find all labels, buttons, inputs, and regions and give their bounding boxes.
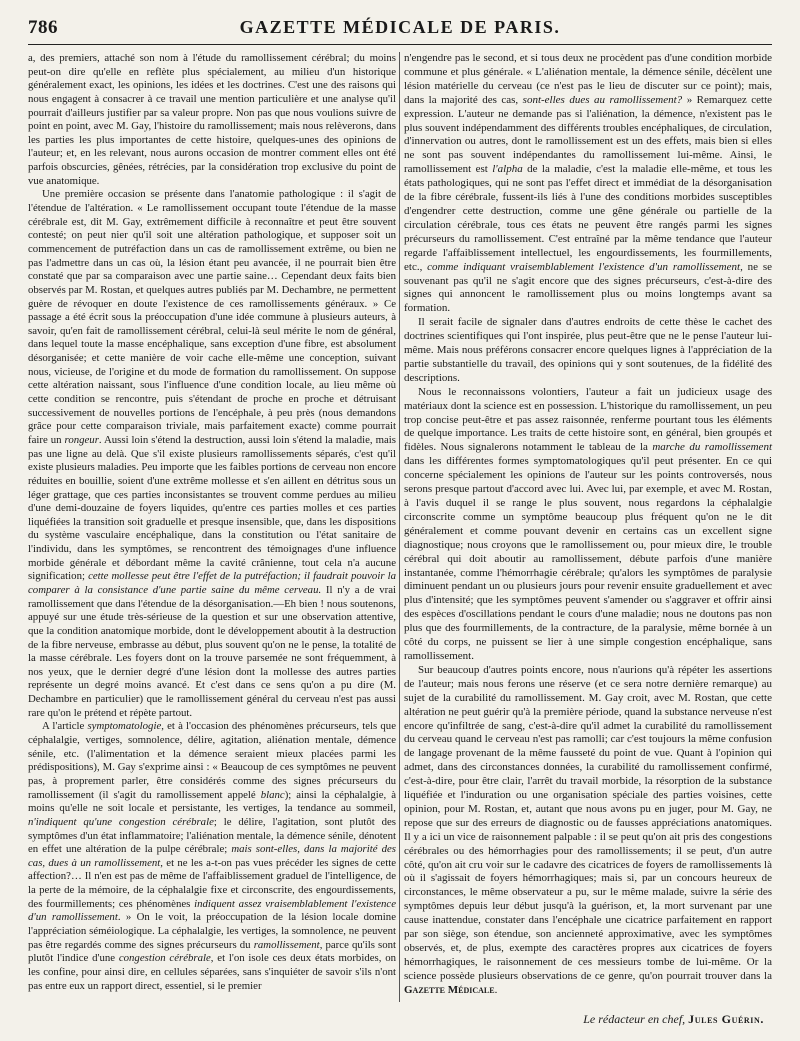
page-number: 786 (28, 17, 58, 38)
paragraph: a, des premiers, attaché son nom à l'étude du ramollissement cérébral; du moins peut-on dire qu'elle en reflète plus spécialement, au milieu d'un historique généralement exact, les opinions, les idées et les doctrines. C'est une des raisons qui nous engagent à consacrer à ce travail une mention particulière et une analyse qu'il pourrait d'ailleurs justifier par sa valeur propre. Non pas que nous voulions suivre de point en point, avec M. Gay, l'histoire du ramollissement; mais nous relèverons, dans les parties les plus importantes de cette histoire, quelques-unes des opinions de l'auteur; et, en les relevant, nous aurons occasion de montrer comment elles ont été parfois obscurcies, gênées, rétrécies, par la considération trop exclusive du point de vue anatomique. (28, 52, 396, 187)
paragraph: n'engendre pas le second, et si tous deux ne procèdent pas d'une condition morbide commune et plus générale. « L'aliénation mentale, la démence sénile, décèlent une lésion matérielle du cerveau (ce n'est pas le lieu de discuter sur ce point); mais, dans la majorité des cas, sont-elles dues au ramollissement? » Remarquez cette expression. L'auteur ne demande pas si l'aliénation, la démence, n'existent pas le plus souvent indépendamment des différents troubles encéphaliques, de circulation, d'innervation ou autres, dont le ramollissement est un des effets, mais bien si elles ne sont pas souvent indépendantes du ramollissement lui-même. Ainsi, le ramollissement est l'alpha de la maladie, c'est la maladie elle-même, et tous les états pathologiques, qui ne sont pas l'effet direct et immédiat de la désorganisation de la fibre cérébrale, fussent-ils liés à l'une des conditions morbides susceptibles d'engendrer cette destruction, comme une gêne générale ou partielle de la circulation cérébrale, tous ces états ne peuvent être rangés parmi les signes précurseurs du ramollissement. C'est entraîné par la même tendance que l'auteur regarde l'affaiblissement intellectuel, les engourdissements, les fourmillements, etc., comme indiquant vraisemblablement l'existence d'un ramollissement, ne se souvenant pas qu'il ne s'agit encore que des signes précurseurs, c'est-à-dire des signes qui annoncent le ramollissement plus ou moins longtemps avant sa formation. (404, 52, 773, 315)
page-header (28, 14, 772, 45)
right-column (404, 52, 772, 998)
paragraph: Nous le reconnaissons volontiers, l'auteur a fait un judicieux usage des matériaux dont la science est en possession. L'historique du ramollissement, un peu trop concise peut-être et pas assez raisonnée, renferme pourtant tous les éléments de quelque importance. Les traits de cette histoire sont, en général, bien groupés et fidèles. Nous signalerons notamment le tableau de la marche du ramollissement dans les différentes formes symptomatologiques qu'il peut présenter. En ce qui concerne spécialement les opinions de l'auteur sur les points controversés, nous serons presque partout d'accord avec lui. Avec lui, par exemple, et avec M. Rostan, à l'avis duquel il se range le plus souvent, nous regardons la céphalalgie circonscrite comme un symptôme beaucoup plus fréquent qu'on ne le dit généralement et comme pouvant devenir en certains cas un excellent signe diagnostique; nous croyons que le ramollissement ou, pour mieux dire, le trouble cérébral qui doit aboutir au ramollissement, débute parfois d'une manière instantanée, comme l'hémorrhagie cérébrale; qu'alors les symptômes de paralysie diminuent pendant un ou plusieurs jours pour revenir ensuite graduellement et avec plus d'intensité; que les symptômes peuvent s'amender ou s'aggraver et offrir ainsi des espèces d'oscillations pendant le cours d'une maladie; nous ne doutons pas non plus que des fourmillements, de la contracture, de la paralysie, même bornée à un côté du corps, ne puissent se lier à une simple congestion encéphalique, sans ramollissement. (404, 385, 773, 662)
paragraph: A l'article symptomatologie, et à l'occasion des phénomènes précurseurs, tels que céphalalgie, vertiges, somnolence, délire, agitation, aliénation mentale, démence sénile, etc. (l'alimentation et la démence seraient mieux placées parmi les prédispositions), M. Gay s'exprime ainsi : « Beaucoup de ces symptômes ne peuvent pas, à proprement parler, être considérés comme des signes précurseurs du ramollissement (il s'agit du ramollissement appelé blanc); ainsi la céphalalgie, à moins qu'elle ne soit locale et persistante, les vertiges, la tendance au sommeil, n'indiquent qu'une congestion cérébrale; le délire, l'agitation, sont plutôt des symptômes d'un état inflammatoire; l'aliénation mentale, la démence sénile, dénotent en effet une altération de la pulpe cérébrale; mais sont-elles, dans la majorité des cas, dues à un ramollissement, et ne les a-t-on pas vues précéder les signes de cette affection?… Il n'en est pas de même de l'affaiblissement graduel de l'intelligence, de la perte de la mémoire, de la céphalalgie fixe et circonscrite, des engourdissements, des fourmillements; ces phénomènes indiquent assez vraisemblablement l'existence d'un ramollissement. » On le voit, la préoccupation de la lésion locale domine l'appréciation séméiologique. La céphalalgie, les vertiges, la somnolence, ne peuvent pas être regardés comme des signes précurseurs du ramollissement, parce qu'ils sont plutôt l'indice d'une congestion cérébrale, et l'on isole ces deux états morbides, on les confine, pour ainsi dire, en cellules séparées, sans s'inquiéter de savoir s'ils n'ont pas entre eux un rapport direct, essentiel, si le premier (28, 720, 397, 992)
paragraph: Une première occasion se présente dans l'anatomie pathologique : il s'agit de l'étendue de l'altération. « Le ramollissement occupant toute l'étendue de la masse cérébrale est, dit M. Gay, extrêmement difficile à reconnaître et peut être souvent contesté; on peut nier qu'il soit une altération pathologique, et supposer soit un commencement de putréfaction dans un cas de ramollissement extrême, ou bien ne pas l'admettre dans un cas où, la lésion étant peu avancée, il ne pourrait bien être constaté que par sa comparaison avec une partie saine… Cependant deux faits bien observés par M. Rostan, et quelques autres publiés par M. Dechambre, ne permettent guère de révoquer en doute l'existence de ces ramollissements généraux. » Ce passage a été écrit sous la préoccupation d'une idée commune à plusieurs auteurs, à savoir, qu'en fait de ramollissement cérébral, celui-là seul mérite le nom de général, dans lequel toute la masse encéphalique, sans exception d'une fibre, est absolument désorganisée; et cette manière de voir cache elle-même une conception, suivant nous, vicieuse, de l'origine et du mode de formation du ramollissement. On suppose cette altération naissant, sous l'influence d'une condition locale, au lieu même où cette condition se rencontre, puis s'étendant de proche en proche et détruisant successivement de nouvelles portions de l'encéphale, à peu près (nous demandons grâce pour cette comparaison triviale, mais parfaitement exacte) comme pourrait faire un rongeur. Aussi loin s'étend la destruction, aussi loin s'étend la maladie, mais pas une ligne au delà. Que s'il existe plusieurs ramollissements séparés, c'est qu'il existe plusieurs maladies. Peu importe que les faibles portions de cerveau non encore réduites en bouillie, soient d'une extrême mollesse et s'en aillent en détritus sous un léger grattage, que ces parties inconsistantes se trouvent comme perdues au milieu d'une demi-douzaine de foyers liquides, qu'entre ces parties molles et ces parties liquéfiées la transition soit graduelle et presque insensible, que, dans les dispositions du système vasculaire encéphalique, dans la constitution ou l'état sanitaire de l'individu, dans les symptômes, se rencontrent des témoignages d'une influence morbide générale et débordant même la cavité crânienne, tout cela n'a aucune signification; cette mollesse peut être l'effet de la putréfaction; il faudrait pouvoir la comparer à la consistance d'une partie saine du même cerveau. Il n'y a de vrai ramollissement que dans l'étendue de la désorganisation.—Eh bien ! nous soutenons, appuyé sur une étude très-sérieuse de la question et sur une observation attentive, que la condition anatomique morbide, dont le développement aboutit à la destruction de la fibre nerveuse, embrasse au début, plus souvent qu'on ne le pense, la totalité de la masse cérébrale. Les foyers dont on la trouve parsemée ne sont fréquemment, à nos yeux, que le dernier degré d'une lésion dont la mollesse des autres parties représente un degré moins avancé. Et c'est dans ce sens qu'on a pu dire (M. Dechambre en particulier) que le ramollissement général du cerveau n'est pas aussi rare qu'on le prétend et répète partout. (28, 188, 397, 719)
journal-title: GAZETTE MÉDICALE DE PARIS. (239, 17, 561, 37)
left-column (28, 52, 396, 993)
editor-name: Jules Guérin. (688, 1012, 764, 1026)
editor-signature (583, 1012, 764, 1027)
column-divider (399, 52, 400, 1002)
paragraph: Il serait facile de signaler dans d'autres endroits de cette thèse le cachet des doctrines scientifiques qui l'ont inspirée, plus peut-être que ne le pense l'auteur lui-même. Mais nous préférons consacrer encore quelques lignes à l'appréciation de la partie substantielle du travail, des opinions qui y sont soutenues, de la fidélité des descriptions. (404, 316, 772, 384)
paragraph: Sur beaucoup d'autres points encore, nous n'aurions qu'à répéter les assertions de l'auteur; mais nous ferons une réserve (et ce sera notre dernière remarque) au sujet de la curabilité du ramollissement. M. Gay croit, avec M. Rostan, que cette altération ne peut guérir qu'à la première période, quand la substance nerveuse n'est encore qu'infiltrée de sang, c'est-à-dire qu'il admet la curabilité du ramollissement du cerveau quand le cerveau n'est pas ramolli; car c'est toujours la même confusion de langage provenant de la même fausseté du point de vue. Quant à l'opinion qui admet, dans des circonstances données, la curabilité du ramollissement confirmé, c'est-à-dire, pour être clair, l'arrêt du travail morbide, la résorption de la substance liquéfiée et l'induration ou une organisation spéciale des parties voisines, cette opinion, pour M. Rostan, et, autant que nous avons pu en juger, pour M. Gay, ne repose que sur des erreurs de diagnostic ou de fausses appréciations anatomiques. Il y a ici un vice de raisonnement palpable : il se peut qu'on ait pris des congestions cérébrales ou des hémorrhagies pour des ramollissements; il se peut, d'un autre côté, qu'on ait cru voir sur le cadavre des cicatrices de foyers de ramollissements là où il s'agissait de foyers hémorrhagiques; mais si, par un concours heureux de circonstances, le même observateur a pu, sur le même malade, suivre la série des symptômes depuis leur début jusqu'à la guérison, et, la mort survenant par une cause inattendue, constater dans l'encéphale une cicatrice parfaitement en rapport par son siège, son étendue, son ancienneté approximative, avec les symptômes observés, et, de plus, exempte des caractères propres aux cicatrices de foyers hémorrhagiques, le raisonnement de ces messieurs tombe de lui-même. Or la science possède plusieurs observations de ce genre, qu'on pourrait trouver dans la Gazette Médicale. (404, 663, 772, 996)
signature-prefix: Le rédacteur en chef, (583, 1012, 686, 1026)
